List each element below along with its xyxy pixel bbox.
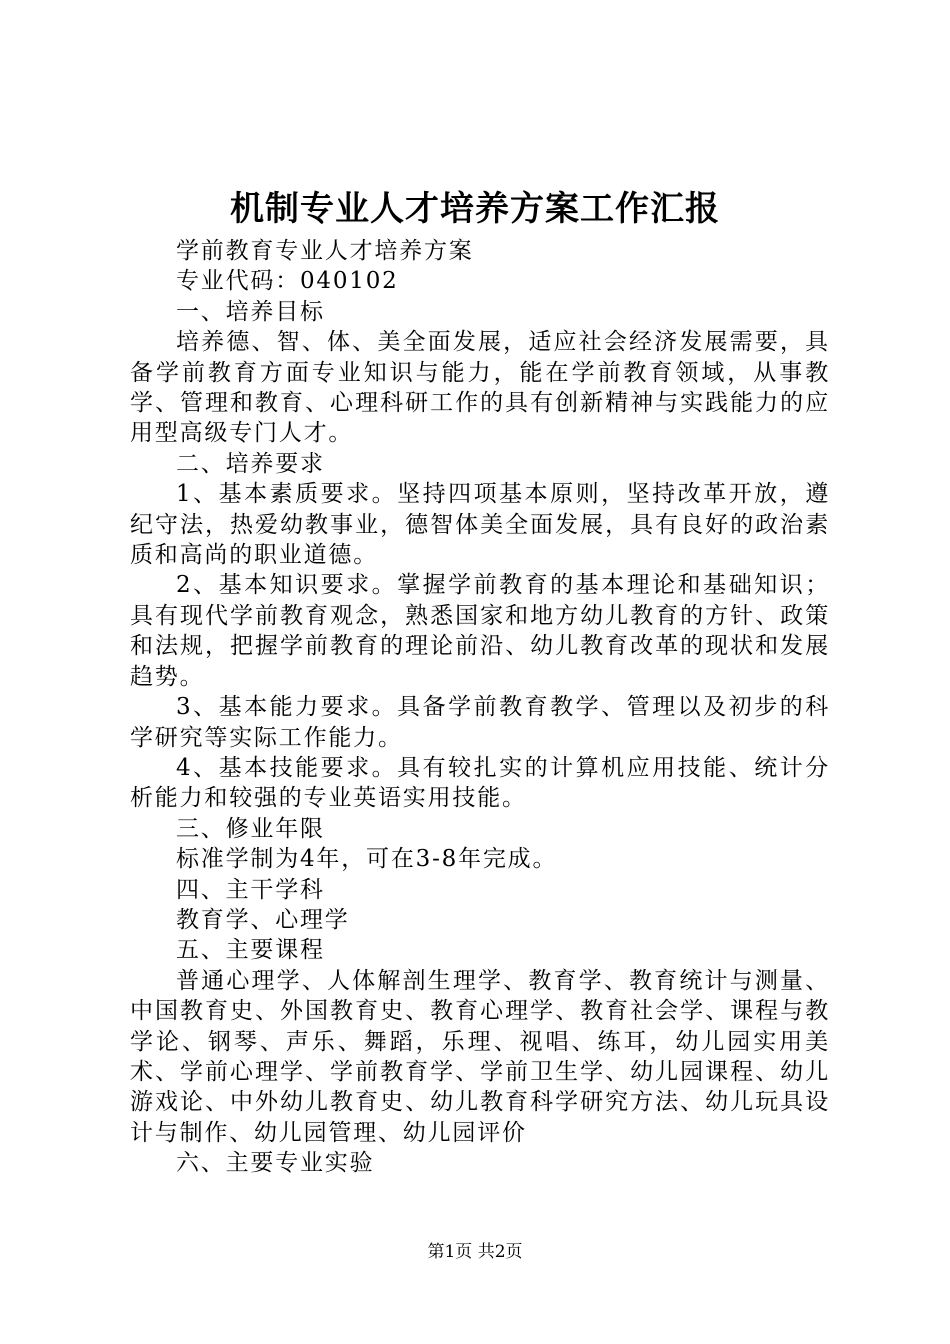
paragraph-duration: 标准学制为4年，可在3-8年完成。 xyxy=(176,846,558,873)
section-heading-requirements: 二、培养要求 xyxy=(176,450,325,477)
section-heading-duration: 三、修业年限 xyxy=(176,815,325,842)
section-heading-experiments: 六、主要专业实验 xyxy=(176,1150,375,1177)
paragraph-courses: 普通心理学、人体解剖生理学、教育学、教育统计与测量、中国教育史、外国教育史、教育心理学、教育社会学、课程与教学论、钢琴、声乐、舞蹈，乐理、视唱、练耳，幼儿园实用美术、学前心理学、学前教育学、学前卫生学、幼儿园课程、幼儿游戏论、中外幼儿教育史、幼儿教育科学研究方法、幼儿玩具设计与制作、幼儿园管理、幼儿园评价 xyxy=(130,967,830,1146)
paragraph-requirement-3: 3、基本能力要求。具备学前教育教学、管理以及初步的科学研究等实际工作能力。 xyxy=(130,694,830,751)
paragraph-disciplines: 教育学、心理学 xyxy=(176,906,350,933)
document-title: 机制专业人才培养方案工作汇报 xyxy=(230,189,720,229)
paragraph-major-code: 专业代码：040102 xyxy=(176,268,399,295)
paragraph-requirement-1: 1、基本素质要求。坚持四项基本原则，坚持改革开放，遵纪守法，热爱幼教事业，德智体美全面发展，具有良好的政治素质和高尚的职业道德。 xyxy=(130,481,830,569)
paragraph-requirement-4: 4、基本技能要求。具有较扎实的计算机应用技能、统计分析能力和较强的专业英语实用技能。 xyxy=(130,754,830,812)
paragraph-objectives: 培养德、智、体、美全面发展，适应社会经济发展需要，具备学前教育方面专业知识与能力，能在学前教育领域，从事教学、管理和教育、心理科研工作的具有创新精神与实践能力的应用型高级专门人才。 xyxy=(130,329,830,447)
document-body xyxy=(130,236,830,1179)
paragraph-requirement-2: 2、基本知识要求。掌握学前教育的基本理论和基础知识；具有现代学前教育观念，熟悉国家和地方幼儿教育的方针、政策和法规，把握学前教育的理论前沿、幼儿教育改革的现状和发展趋势。 xyxy=(130,572,830,690)
section-heading-disciplines: 四、主干学科 xyxy=(176,876,325,903)
page-footer: 第1页 共2页 xyxy=(427,1242,523,1262)
section-heading-objectives: 一、培养目标 xyxy=(176,298,325,325)
paragraph-subtitle: 学前教育专业人才培养方案 xyxy=(176,238,474,264)
section-heading-courses: 五、主要课程 xyxy=(176,937,325,964)
